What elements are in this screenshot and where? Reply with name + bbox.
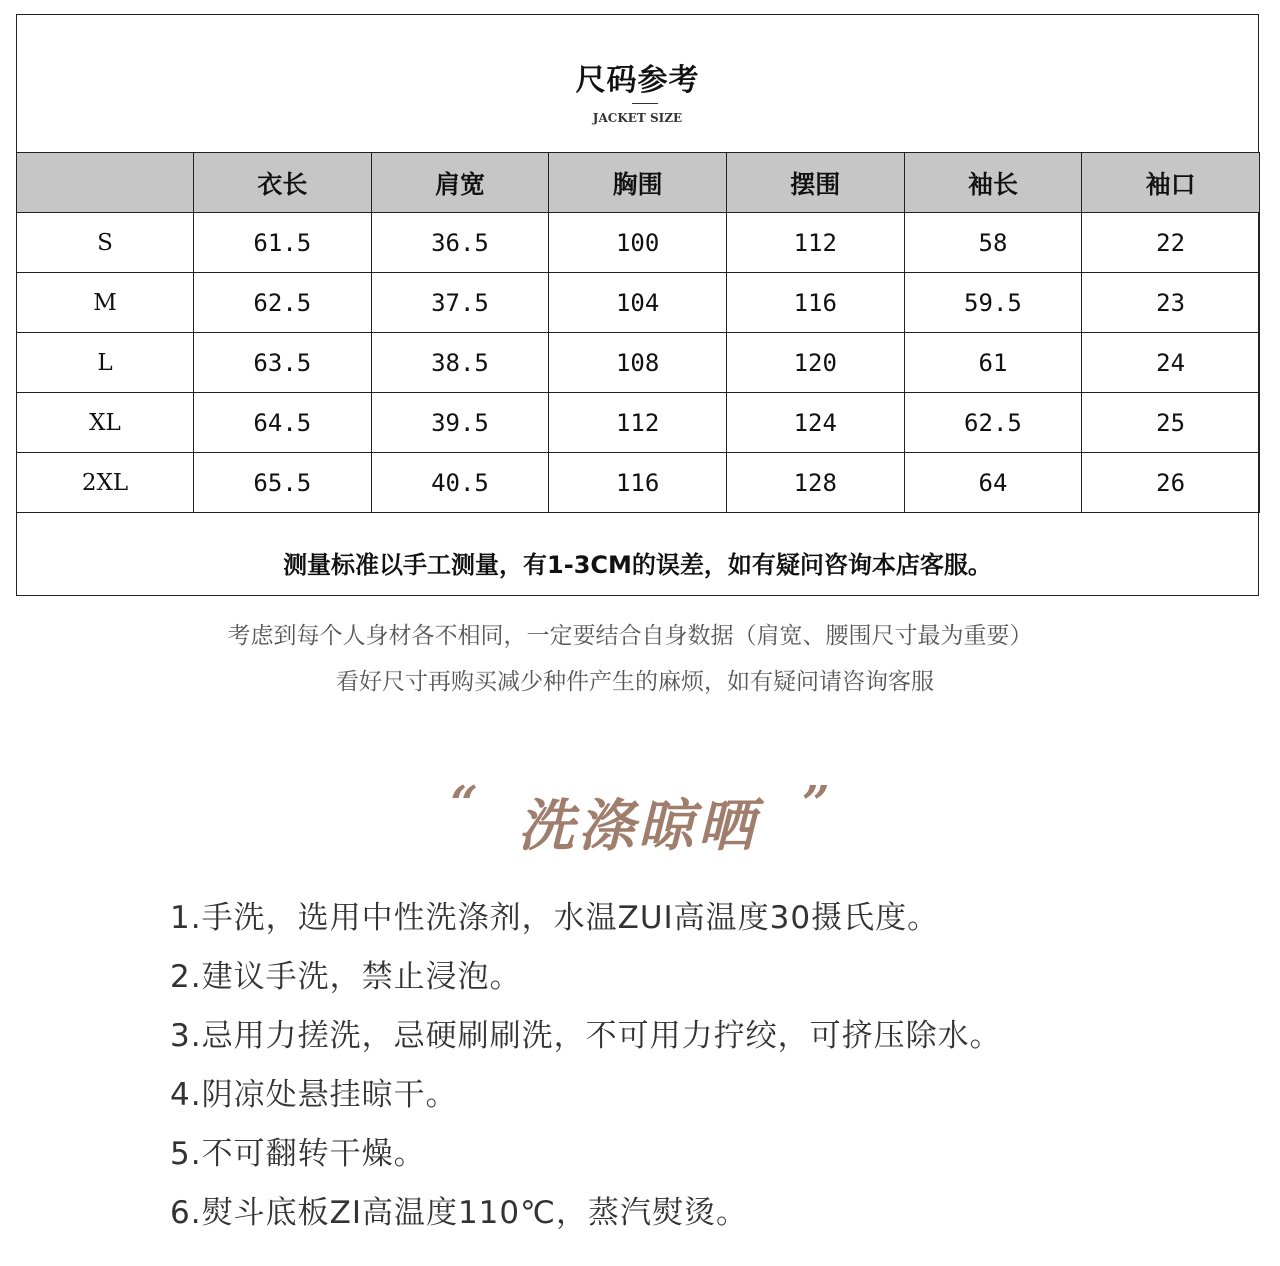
list-item: 3.忌用力搓洗，忌硬刷刷洗，不可用力拧绞，可挤压除水。 bbox=[170, 1018, 1002, 1054]
table-cell: 128 bbox=[726, 453, 904, 513]
table-cell: 24 bbox=[1082, 333, 1260, 393]
table-row bbox=[17, 213, 1260, 273]
list-item: 1.手洗，选用中性洗涤剂，水温ZUI高温度30摄氏度。 bbox=[170, 900, 940, 936]
list-item: 4.阴凉处悬挂晾干。 bbox=[170, 1077, 458, 1113]
measurement-note: 测量标准以手工测量，有1-3CM的误差，如有疑问咨询本店客服。 bbox=[283, 551, 992, 579]
header-cell-size bbox=[17, 153, 194, 213]
header-cell-cuff: 袖口 bbox=[1082, 153, 1260, 213]
size-table bbox=[16, 152, 1260, 513]
table-cell: 116 bbox=[549, 453, 727, 513]
size-cell: XL bbox=[17, 393, 194, 453]
size-cell: S bbox=[17, 213, 194, 273]
table-cell: 112 bbox=[726, 213, 904, 273]
chart-title-area bbox=[17, 15, 1258, 153]
open-quote: “ bbox=[450, 776, 478, 832]
chart-subtitle: JACKET SIZE bbox=[592, 111, 683, 125]
close-quote: ” bbox=[802, 776, 830, 832]
table-cell: 25 bbox=[1082, 393, 1260, 453]
size-chart bbox=[16, 14, 1259, 596]
table-cell: 37.5 bbox=[371, 273, 549, 333]
advice-line-1: 考虑到每个人身材各不相同，一定要结合自身数据（肩宽、腰围尺寸最为重要） bbox=[227, 623, 1033, 649]
table-cell: 23 bbox=[1082, 273, 1260, 333]
table-cell: 58 bbox=[904, 213, 1082, 273]
list-item: 6.熨斗底板ZI高温度110℃，蒸汽熨烫。 bbox=[170, 1195, 748, 1231]
size-cell: 2XL bbox=[17, 453, 194, 513]
table-cell: 62.5 bbox=[194, 273, 372, 333]
table-cell: 104 bbox=[549, 273, 727, 333]
header-cell-length: 衣长 bbox=[194, 153, 372, 213]
title-divider bbox=[632, 103, 658, 104]
table-cell: 59.5 bbox=[904, 273, 1082, 333]
table-cell: 124 bbox=[726, 393, 904, 453]
header-cell-hem: 摆围 bbox=[726, 153, 904, 213]
care-instructions-list bbox=[170, 895, 1002, 1249]
header-cell-shoulder: 肩宽 bbox=[371, 153, 549, 213]
list-item: 5.不可翻转干燥。 bbox=[170, 1136, 426, 1172]
table-row bbox=[17, 333, 1260, 393]
table-cell: 40.5 bbox=[371, 453, 549, 513]
list-item: 2.建议手洗，禁止浸泡。 bbox=[170, 959, 522, 995]
care-heading bbox=[0, 776, 1280, 862]
table-cell: 100 bbox=[549, 213, 727, 273]
table-header-row bbox=[17, 153, 1260, 213]
size-cell: M bbox=[17, 273, 194, 333]
table-cell: 62.5 bbox=[904, 393, 1082, 453]
table-row bbox=[17, 453, 1260, 513]
table-cell: 112 bbox=[549, 393, 727, 453]
size-cell: L bbox=[17, 333, 194, 393]
table-cell: 64 bbox=[904, 453, 1082, 513]
table-cell: 39.5 bbox=[371, 393, 549, 453]
table-cell: 36.5 bbox=[371, 213, 549, 273]
table-cell: 61 bbox=[904, 333, 1082, 393]
chart-title: 尺码参考 bbox=[575, 63, 700, 98]
table-cell: 63.5 bbox=[194, 333, 372, 393]
table-cell: 22 bbox=[1082, 213, 1260, 273]
header-cell-chest: 胸围 bbox=[549, 153, 727, 213]
table-cell: 38.5 bbox=[371, 333, 549, 393]
table-row bbox=[17, 273, 1260, 333]
table-cell: 108 bbox=[549, 333, 727, 393]
table-cell: 26 bbox=[1082, 453, 1260, 513]
table-cell: 65.5 bbox=[194, 453, 372, 513]
advice-line-2: 看好尺寸再购买减少种件产生的麻烦，如有疑问请咨询客服 bbox=[336, 669, 934, 695]
header-cell-sleeve-length: 袖长 bbox=[904, 153, 1082, 213]
table-cell: 120 bbox=[726, 333, 904, 393]
table-cell: 64.5 bbox=[194, 393, 372, 453]
table-cell: 61.5 bbox=[194, 213, 372, 273]
table-row bbox=[17, 393, 1260, 453]
care-title: 洗涤晾晒 bbox=[518, 794, 758, 859]
table-cell: 116 bbox=[726, 273, 904, 333]
